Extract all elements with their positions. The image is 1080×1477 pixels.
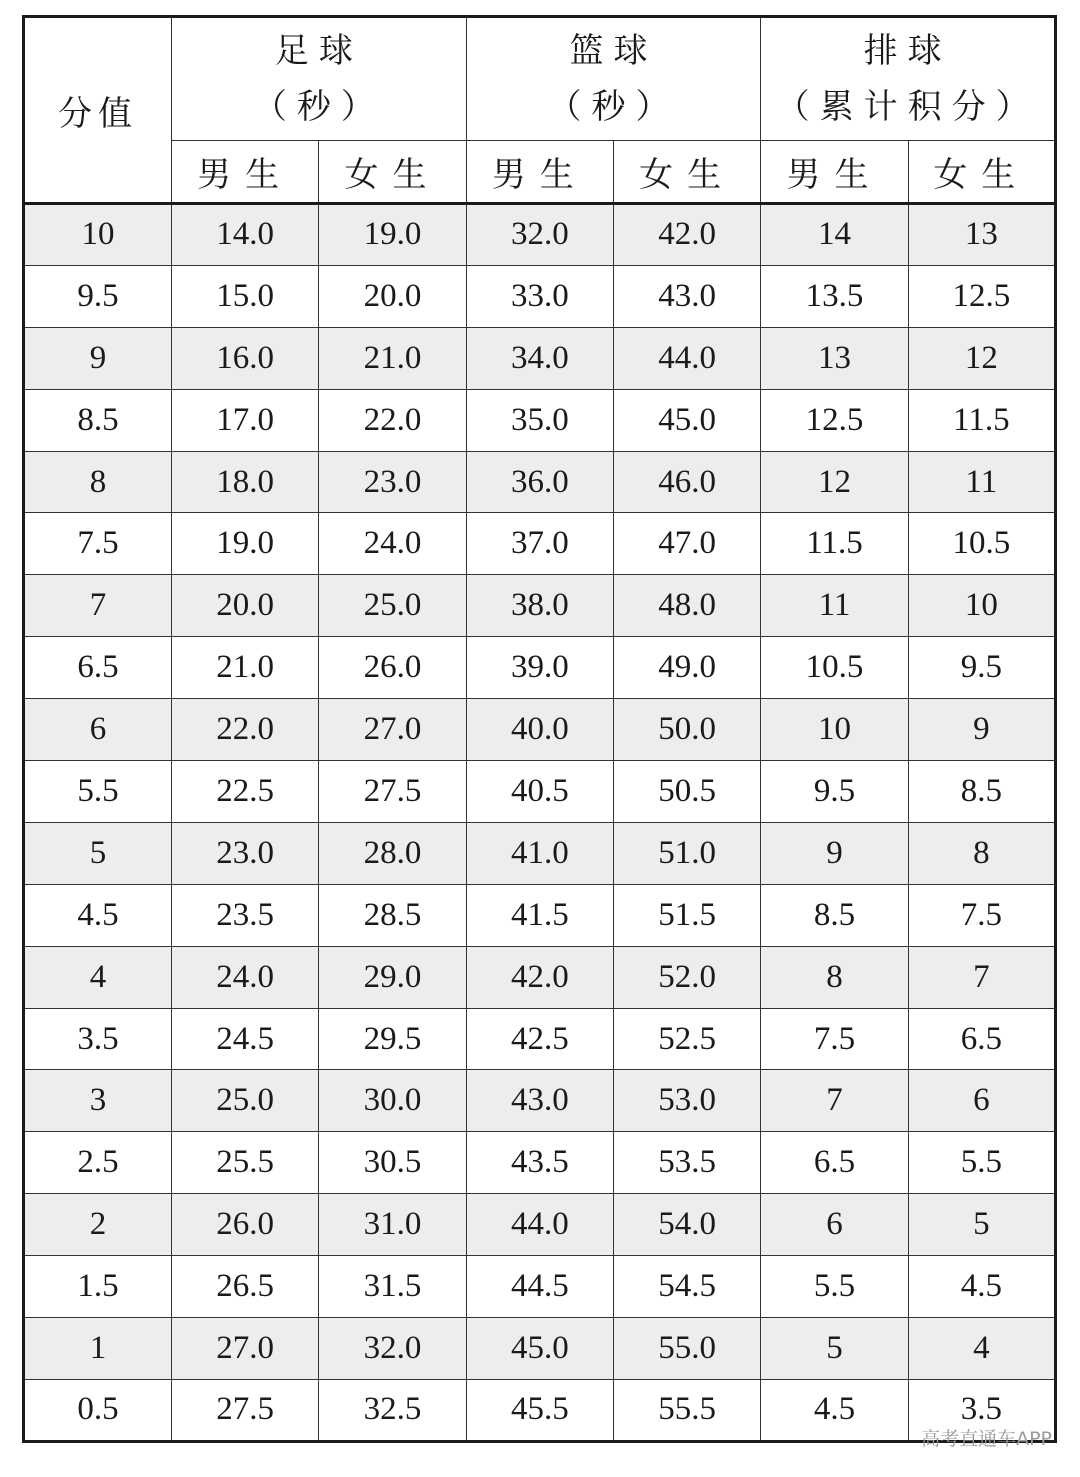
table-row [24,451,1056,513]
football-female-cell: 29.5 [319,1008,466,1070]
basketball-female-cell: 52.5 [613,1008,760,1070]
table-row [24,884,1056,946]
basketball-male-cell: 32.0 [466,204,613,266]
header-row-gender [24,141,1056,204]
basketball-male-cell: 34.0 [466,327,613,389]
basketball-female-cell: 47.0 [613,513,760,575]
basketball-male-cell: 44.0 [466,1194,613,1256]
score-cell: 6 [24,699,172,761]
volleyball-female-cell: 6 [908,1070,1055,1132]
score-cell: 4 [24,946,172,1008]
volleyball-male-cell: 11 [761,575,908,637]
football-female-cell: 24.0 [319,513,466,575]
football-female-cell: 32.0 [319,1318,466,1380]
basketball-female-cell: 53.5 [613,1132,760,1194]
volleyball-female-cell: 6.5 [908,1008,1055,1070]
basketball-male-cell: 33.0 [466,265,613,327]
football-female-cell: 28.0 [319,822,466,884]
volleyball-unit: （累计积分） [775,87,1040,127]
table-row [24,1194,1056,1256]
volleyball-female-cell: 11 [908,451,1055,513]
basketball-female-cell: 42.0 [613,204,760,266]
basketball-male-cell: 43.5 [466,1132,613,1194]
football-male-cell: 14.0 [172,204,319,266]
volleyball-male-cell: 12 [761,451,908,513]
football-female-cell: 28.5 [319,884,466,946]
football-female-cell: 32.5 [319,1379,466,1441]
basketball-female-cell: 48.0 [613,575,760,637]
table-row [24,761,1056,823]
football-male-header: 男生 [172,141,319,204]
football-male-cell: 19.0 [172,513,319,575]
football-male-cell: 22.0 [172,699,319,761]
volleyball-female-cell: 13 [908,204,1055,266]
basketball-female-cell: 55.5 [613,1379,760,1441]
volleyball-female-cell: 3.5 [908,1379,1055,1441]
volleyball-male-cell: 10 [761,699,908,761]
football-female-header: 女生 [319,141,466,204]
score-cell: 3.5 [24,1008,172,1070]
football-male-cell: 16.0 [172,327,319,389]
score-cell: 1 [24,1318,172,1380]
table-row [24,1070,1056,1132]
volleyball-male-cell: 10.5 [761,637,908,699]
score-column-header: 分值 [24,17,172,204]
table-row [24,327,1056,389]
football-female-cell: 30.0 [319,1070,466,1132]
football-male-cell: 18.0 [172,451,319,513]
basketball-male-cell: 38.0 [466,575,613,637]
basketball-male-cell: 44.5 [466,1256,613,1318]
football-unit: （秒） [252,87,385,127]
score-cell: 6.5 [24,637,172,699]
basketball-female-cell: 44.0 [613,327,760,389]
table-header [24,17,1056,204]
basketball-female-cell: 52.0 [613,946,760,1008]
football-male-cell: 15.0 [172,265,319,327]
football-male-cell: 17.0 [172,389,319,451]
basketball-male-header: 男生 [466,141,613,204]
volleyball-male-cell: 9 [761,822,908,884]
football-male-cell: 22.5 [172,761,319,823]
score-cell: 8 [24,451,172,513]
football-female-cell: 27.5 [319,761,466,823]
score-cell: 3 [24,1070,172,1132]
score-cell: 5 [24,822,172,884]
basketball-male-cell: 41.5 [466,884,613,946]
football-female-cell: 19.0 [319,204,466,266]
football-male-cell: 23.0 [172,822,319,884]
volleyball-female-cell: 8.5 [908,761,1055,823]
table-row [24,699,1056,761]
volleyball-female-cell: 4 [908,1318,1055,1380]
volleyball-male-cell: 5 [761,1318,908,1380]
volleyball-male-header: 男生 [761,141,908,204]
football-male-cell: 26.0 [172,1194,319,1256]
score-cell: 7 [24,575,172,637]
table-row [24,1379,1056,1441]
basketball-male-cell: 42.5 [466,1008,613,1070]
basketball-female-cell: 54.5 [613,1256,760,1318]
volleyball-female-cell: 7 [908,946,1055,1008]
volleyball-female-cell: 4.5 [908,1256,1055,1318]
volleyball-male-cell: 7.5 [761,1008,908,1070]
football-male-cell: 21.0 [172,637,319,699]
basketball-female-cell: 51.5 [613,884,760,946]
football-male-cell: 20.0 [172,575,319,637]
score-cell: 2 [24,1194,172,1256]
football-female-cell: 31.5 [319,1256,466,1318]
basketball-male-cell: 42.0 [466,946,613,1008]
volleyball-male-cell: 12.5 [761,389,908,451]
table-row [24,513,1056,575]
score-cell: 10 [24,204,172,266]
basketball-female-header: 女生 [613,141,760,204]
volleyball-male-cell: 11.5 [761,513,908,575]
table-row [24,265,1056,327]
football-female-cell: 23.0 [319,451,466,513]
football-female-cell: 20.0 [319,265,466,327]
volleyball-female-cell: 12.5 [908,265,1055,327]
basketball-female-cell: 51.0 [613,822,760,884]
football-female-cell: 21.0 [319,327,466,389]
basketball-unit: （秒） [547,87,680,127]
volleyball-female-cell: 8 [908,822,1055,884]
score-cell: 9 [24,327,172,389]
score-cell: 5.5 [24,761,172,823]
football-female-cell: 26.0 [319,637,466,699]
table-row [24,1008,1056,1070]
volleyball-male-cell: 13 [761,327,908,389]
volleyball-male-cell: 7 [761,1070,908,1132]
football-female-cell: 25.0 [319,575,466,637]
table-row [24,822,1056,884]
basketball-male-cell: 45.0 [466,1318,613,1380]
score-cell: 4.5 [24,884,172,946]
football-group-header [172,17,467,141]
football-male-cell: 26.5 [172,1256,319,1318]
basketball-male-cell: 40.0 [466,699,613,761]
volleyball-male-cell: 13.5 [761,265,908,327]
football-male-cell: 24.5 [172,1008,319,1070]
basketball-male-cell: 40.5 [466,761,613,823]
basketball-female-cell: 46.0 [613,451,760,513]
volleyball-label: 排球 [863,30,952,71]
table-row [24,637,1056,699]
basketball-group-header [466,17,761,141]
football-male-cell: 23.5 [172,884,319,946]
volleyball-female-cell: 7.5 [908,884,1055,946]
volleyball-female-cell: 9 [908,699,1055,761]
football-female-cell: 27.0 [319,699,466,761]
table-row [24,946,1056,1008]
score-cell: 7.5 [24,513,172,575]
volleyball-female-header: 女生 [908,141,1055,204]
basketball-male-cell: 41.0 [466,822,613,884]
basketball-label: 篮球 [569,30,658,71]
volleyball-female-cell: 10 [908,575,1055,637]
table-row [24,389,1056,451]
volleyball-male-cell: 9.5 [761,761,908,823]
volleyball-male-cell: 6.5 [761,1132,908,1194]
football-female-cell: 22.0 [319,389,466,451]
basketball-female-cell: 54.0 [613,1194,760,1256]
volleyball-male-cell: 8.5 [761,884,908,946]
table-row [24,204,1056,266]
header-row-groups [24,17,1056,141]
score-cell: 2.5 [24,1132,172,1194]
volleyball-male-cell: 8 [761,946,908,1008]
volleyball-female-cell: 9.5 [908,637,1055,699]
volleyball-female-cell: 10.5 [908,513,1055,575]
score-table [22,15,1057,1443]
football-female-cell: 30.5 [319,1132,466,1194]
basketball-male-cell: 39.0 [466,637,613,699]
volleyball-group-header [761,17,1056,141]
basketball-male-cell: 43.0 [466,1070,613,1132]
football-male-cell: 27.5 [172,1379,319,1441]
table-row [24,1256,1056,1318]
volleyball-male-cell: 5.5 [761,1256,908,1318]
basketball-male-cell: 45.5 [466,1379,613,1441]
basketball-female-cell: 49.0 [613,637,760,699]
table-row [24,1132,1056,1194]
football-male-cell: 27.0 [172,1318,319,1380]
score-cell: 0.5 [24,1379,172,1441]
volleyball-male-cell: 6 [761,1194,908,1256]
table-row [24,575,1056,637]
basketball-male-cell: 36.0 [466,451,613,513]
basketball-female-cell: 43.0 [613,265,760,327]
football-female-cell: 29.0 [319,946,466,1008]
score-cell: 8.5 [24,389,172,451]
volleyball-female-cell: 5 [908,1194,1055,1256]
football-female-cell: 31.0 [319,1194,466,1256]
table-body [24,204,1056,1442]
score-cell: 9.5 [24,265,172,327]
volleyball-male-cell: 4.5 [761,1379,908,1441]
basketball-female-cell: 45.0 [613,389,760,451]
volleyball-female-cell: 12 [908,327,1055,389]
football-male-cell: 25.0 [172,1070,319,1132]
football-label: 足球 [274,30,363,71]
football-male-cell: 24.0 [172,946,319,1008]
score-cell: 1.5 [24,1256,172,1318]
basketball-female-cell: 53.0 [613,1070,760,1132]
basketball-female-cell: 50.0 [613,699,760,761]
basketball-female-cell: 50.5 [613,761,760,823]
volleyball-female-cell: 11.5 [908,389,1055,451]
basketball-male-cell: 35.0 [466,389,613,451]
basketball-female-cell: 55.0 [613,1318,760,1380]
volleyball-male-cell: 14 [761,204,908,266]
table-row [24,1318,1056,1380]
basketball-male-cell: 37.0 [466,513,613,575]
watermark-text: 高考直通车APP [921,1428,1052,1450]
volleyball-female-cell: 5.5 [908,1132,1055,1194]
football-male-cell: 25.5 [172,1132,319,1194]
